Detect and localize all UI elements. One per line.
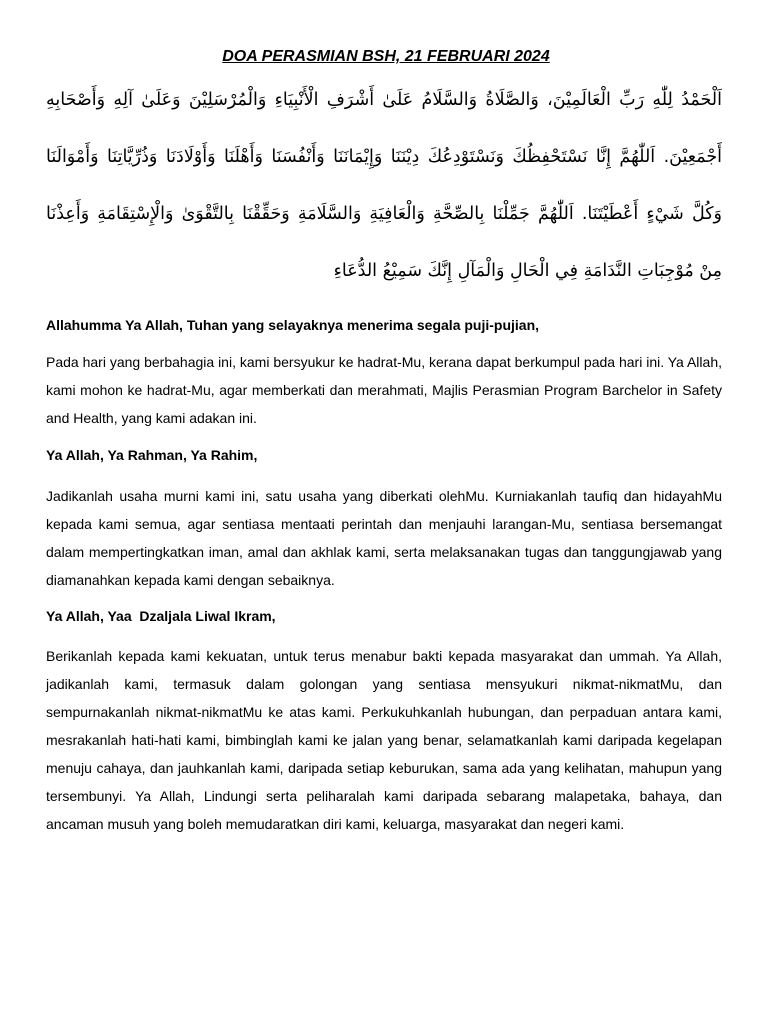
document-page [46,46,722,838]
section-heading-dzaljala: Ya Allah, Yaa Dzaljala Liwal Ikram, [46,608,276,624]
section-paragraph-blessing: Jadikanlah usaha murni kami ini, satu usaha yang diberkati olehMu. Kurniakanlah taufiq dan hidayahMu kepada kami semua, agar sentiasa mentaati perintah dan menjauhi larangan-Mu, sentiasa bersemangat dalam mempertingkatkan iman, amal dan akhlak kami, serta melaksanakan tugas dan tanggungjawab yang diamanahkan kepada kami dengan sebaiknya. [46,488,722,588]
section-paragraph-gratitude: Pada hari yang berbahagia ini, kami bersyukur ke hadrat-Mu, kerana dapat berkumpul pada hari ini. Ya Allah, kami mohon ke hadrat-Mu, agar memberkati dan merahmati, Majlis Perasmian Program Barchelor in Safety and Health, yang kami adakan ini. [46,354,722,426]
section-paragraph-strength: Berikanlah kepada kami kekuatan, untuk terus menabur bakti kepada masyarakat dan ummah. Ya Allah, jadikanlah kami, termasuk dalam golongan yang sentiasa mensyukuri nikmat-nikmatMu, dan sempurnakanlah nikmat-nikmatMu ke atas kami. Perkukuhkanlah hubungan, dan perpaduan antara kami, mesrakanlah hati-hati kami, bimbinglah kami ke jalan yang benar, selamatkanlah kami daripada kegelapan menuju cahaya, dan jauhkanlah kami, daripada setiap keburukan, sama ada yang kelihatan, mahupun yang tersembunyi. Ya Allah, Lindungi serta peliharalah kami daripada sebarang malapetaka, bahaya, dan ancaman musuh yang boleh memudaratkan diri kami, keluarga, masyarakat dan negeri kami. [46,648,722,832]
document-title: DOA PERASMIAN BSH, 21 FEBRUARI 2024 [222,48,550,65]
arabic-opening-prayer: اَلْحَمْدُ لِلّٰهِ رَبِّ الْعَالَمِيْنَ، وَالصَّلَاةُ وَالسَّلَامُ عَلَىٰ أَشْرَفِ الْأَنْبِيَاءِ وَالْمُرْسَلِيْنَ وَعَلَىٰ آلِهِ وَأَصْحَابِهِ أَجْمَعِيْنَ. اَللّٰهُمَّ إِنَّا نَسْتَحْفِظُكَ وَنَسْتَوْدِعُكَ دِيْنَنَا وَإِيْمَانَنَا وَأَنْفُسَنَا وَأَهْلَنَا وَأَوْلَادَنَا وَذُرِّيَّاتِنَا وَأَمْوَالَنَا وَكُلَّ شَيْءٍ أَعْطَيْتَنَا. اَللّٰهُمَّ جَمِّلْنَا بِالصِّحَّةِ وَالْعَافِيَةِ وَالسَّلَامَةِ وَحَقِّقْنَا بِالتَّقْوَىٰ وَالْإِسْتِقَامَةِ وَأَعِذْنَا مِنْ مُوْجِبَاتِ النَّدَامَةِ فِي الْحَالِ وَالْمَآلِ إِنَّكَ سَمِيْعُ الدُّعَاءِ [46,90,722,281]
section-heading-praise: Allahumma Ya Allah, Tuhan yang selayaknya menerima segala puji-pujian, [46,317,540,333]
section-heading-rahman-rahim: Ya Allah, Ya Rahman, Ya Rahim, [46,447,258,463]
